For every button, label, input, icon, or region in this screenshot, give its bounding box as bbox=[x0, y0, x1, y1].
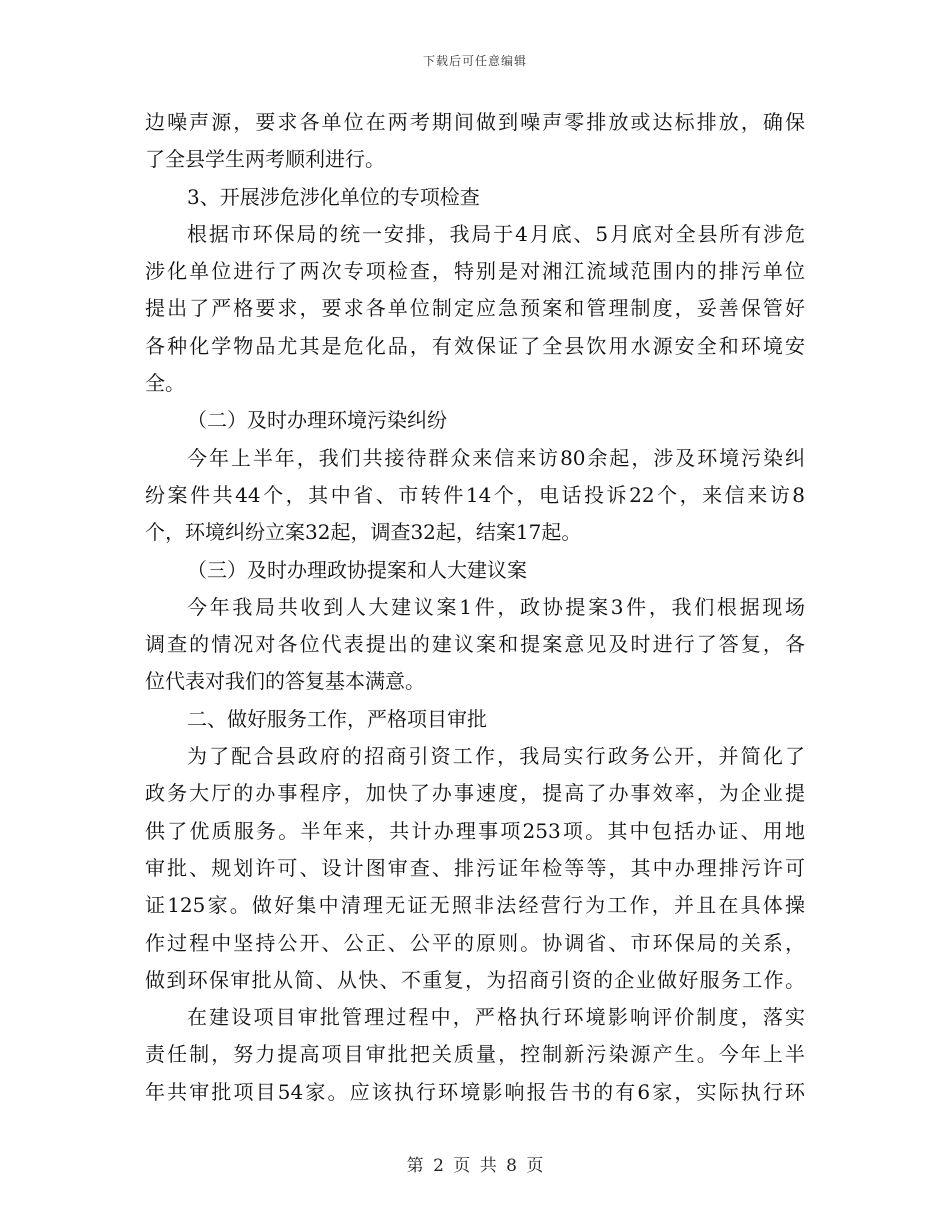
section-heading: 二、做好服务工作，严格项目审批 bbox=[187, 706, 487, 731]
text-line: 今年上半年，我们共接待群众来信来访80余起，涉及环境污染纠 bbox=[187, 445, 805, 470]
text-line: 供了优质服务。半年来，共计办理事项253项。其中包括办证、用地 bbox=[145, 818, 805, 843]
text-line: 全。 bbox=[145, 371, 185, 396]
text-line: 作过程中坚持公开、公正、公平的原则。协调省、市环保局的关系， bbox=[145, 930, 805, 955]
text-line: 个，环境纠纷立案32起，调查32起，结案17起。 bbox=[145, 520, 582, 545]
document-body bbox=[145, 104, 805, 1111]
section-heading: 3、开展涉危涉化单位的专项检查 bbox=[187, 184, 480, 209]
text-line: 纷案件共44个，其中省、市转件14个，电话投诉22个，来信来访8 bbox=[145, 482, 805, 507]
text-line: 为了配合县政府的招商引资工作，我局实行政务公开，并简化了 bbox=[187, 744, 805, 769]
text-line: 年共审批项目54家。应该执行环境影响报告书的有6家，实际执行环 bbox=[145, 1079, 805, 1104]
text-line: 政务大厅的办事程序，加快了办事速度，提高了办事效率，为企业提 bbox=[145, 781, 805, 806]
text-line: 提出了严格要求，要求各单位制定应急预案和管理制度，妥善保管好 bbox=[145, 296, 805, 321]
text-line: 做到环保审批从简、从快、不重复，为招商引资的企业做好服务工作。 bbox=[145, 967, 805, 992]
text-line: 今年我局共收到人大建议案1件，政协提案3件，我们根据现场 bbox=[187, 594, 805, 619]
text-line: 证125家。做好集中清理无证无照非法经营行为工作，并且在具体操 bbox=[145, 893, 805, 918]
text-line: 各种化学物品尤其是危化品，有效保证了全县饮用水源安全和环境安 bbox=[145, 333, 805, 358]
section-heading: （三）及时办理政协提案和人大建议案 bbox=[187, 557, 527, 582]
text-line: 调查的情况对各位代表提出的建议案和提案意见及时进行了答复，各 bbox=[145, 632, 805, 657]
page-header: 下载后可任意编辑 bbox=[422, 54, 527, 68]
text-line: 责任制，努力提高项目审批把关质量，控制新污染源产生。今年上半 bbox=[145, 1042, 805, 1067]
text-line: 涉化单位进行了两次专项检查，特别是对湘江流域范围内的排污单位 bbox=[145, 259, 805, 284]
text-line: 根据市环保局的统一安排，我局于4月底、5月底对全县所有涉危 bbox=[187, 221, 805, 246]
text-line: 边噪声源，要求各单位在两考期间做到噪声零排放或达标排放，确保 bbox=[145, 110, 805, 134]
text-line: 审批、规划许可、设计图审查、排污证年检等等，其中办理排污许可 bbox=[145, 855, 805, 880]
section-heading: （二）及时办理环境污染纠纷 bbox=[187, 408, 447, 433]
page-footer: 第 2 页 共 8 页 bbox=[406, 1156, 544, 1176]
text-line: 在建设项目审批管理过程中，严格执行环境影响评价制度，落实 bbox=[187, 1005, 805, 1030]
text-line: 位代表对我们的答复基本满意。 bbox=[145, 669, 425, 694]
text-line: 了全县学生两考顺利进行。 bbox=[145, 147, 385, 172]
